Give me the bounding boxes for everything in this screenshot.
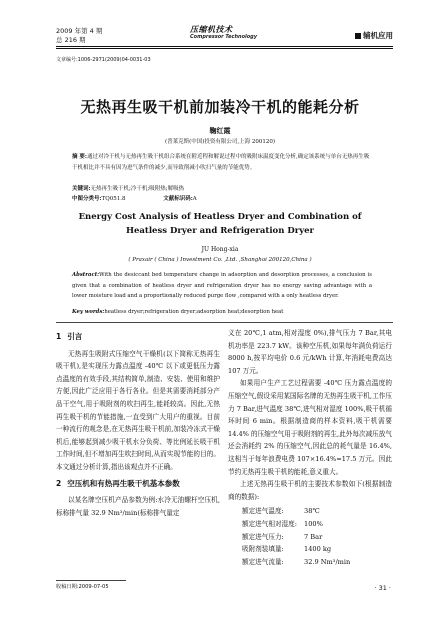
issue-total: 总 216 期 bbox=[56, 36, 86, 44]
doc-label: 文献标识码: bbox=[163, 196, 193, 202]
spec-label: 额定进气流量: bbox=[242, 557, 284, 566]
section-text: 辅机应用 bbox=[363, 31, 393, 40]
header-rule-thin bbox=[56, 48, 393, 49]
right-column bbox=[228, 327, 392, 568]
body-paragraph: 如果用户生产工艺过程需要 -40℃ 压力露点温度的压缩空气,假设采用某国际名牌的无热再生吸干机,工作压力 7 Bar,进气温度 38℃,进气相对湿度 100%,吸干机循环时间 6 min。根据制造商的样本资料,吸干机需要 14.4% 的压缩空气用于吸附剂的再生,此外每次减压放气还会消耗约 2% 的压缩空气,因此总的耗气量是 16.4%,这相当于每年浪费电费 107×16.4%=17.5 万元。因此节约无热再生吸干机的能耗,意义重大。 bbox=[228, 379, 392, 476]
logo-cn: 压缩机技术 bbox=[190, 25, 233, 34]
header-rule bbox=[56, 46, 393, 47]
keywords-cn-text: 无热再生吸干机;冷干机;吸附热;解吸热 bbox=[90, 186, 185, 192]
spec-value: 100% bbox=[304, 519, 323, 528]
doc-code bbox=[163, 196, 215, 202]
affiliation-cn: (普莱克斯(中国)投资有限公司,上海 200120) bbox=[164, 139, 276, 145]
abstract-cn bbox=[72, 152, 372, 173]
affiliation-en: ( Praxair ( China ) Investment Co. ,Ltd. ,Shanghai 200120,China ) bbox=[128, 257, 312, 263]
spec-list bbox=[242, 505, 392, 568]
keywords-en bbox=[72, 309, 372, 315]
section-title: 引言 bbox=[67, 332, 83, 341]
issue-line: 2009 年第 4 期 bbox=[56, 27, 103, 35]
spec-label: 额定进气压力: bbox=[242, 532, 284, 541]
author-cn: 鞠红霞 bbox=[209, 126, 231, 135]
journal-logo bbox=[190, 24, 260, 44]
section-heading-2 bbox=[56, 478, 220, 491]
journal-issue bbox=[56, 27, 102, 45]
left-column bbox=[56, 327, 220, 519]
abstract-en bbox=[72, 270, 372, 302]
clc-value: TQ051.8 bbox=[101, 196, 126, 202]
spec-intro-paragraph: 上述无热再生吸干机的主要技术参数如下(根据制造商的数据): bbox=[228, 480, 392, 501]
spec-row bbox=[242, 543, 392, 556]
classification bbox=[72, 194, 372, 202]
abstract-cn-label: 摘 要: bbox=[72, 154, 87, 160]
keywords-en-label: Key words: bbox=[72, 309, 105, 315]
title-en-line2: Heatless Dryer and Refrigeration Dryer bbox=[125, 225, 315, 236]
keywords-cn-label: 关键词: bbox=[72, 186, 91, 192]
spec-value: 32.9 Nm³/min bbox=[304, 557, 351, 566]
spec-row bbox=[242, 518, 392, 531]
spec-row bbox=[242, 505, 392, 518]
spec-label: 额定进气温度: bbox=[242, 507, 284, 516]
spec-value: 1400 kg bbox=[304, 545, 332, 554]
title-en bbox=[0, 211, 440, 238]
spec-label: 吸附剂装填量: bbox=[242, 545, 284, 554]
params-paragraph: 以某名牌空压机产品参数为例:水冷无油螺杆空压机,标称排气量 32.9 Nm³/min(标称排气量定 bbox=[56, 496, 220, 517]
article-number: 文章编号:1006-2971(2009)04-0031-03 bbox=[56, 57, 151, 63]
spec-row bbox=[242, 531, 392, 544]
doc-value: A bbox=[192, 196, 197, 202]
section-label bbox=[355, 30, 393, 41]
received-date: 收稿日期:2009-07-05 bbox=[56, 584, 109, 590]
square-bullet-icon bbox=[355, 33, 361, 39]
keywords-cn bbox=[72, 184, 372, 192]
clc-code bbox=[72, 196, 143, 202]
keywords-en-text: heatless dryer;refrigeration dryer;adsorption heat;desorption heat bbox=[104, 309, 284, 315]
spec-row bbox=[242, 556, 392, 569]
footnote-rule bbox=[56, 580, 126, 581]
abstract-en-label: Abstract: bbox=[72, 272, 100, 278]
title-en-line1: Energy Cost Analysis of Heatless Dryer and Combination of bbox=[78, 212, 362, 222]
title-cn: 无热再生吸干机前加装冷干机的能耗分析 bbox=[80, 98, 360, 116]
author-en: JU Hong-xia bbox=[201, 246, 239, 253]
page-number: · 31 · bbox=[374, 584, 391, 592]
abstract-en-text: With the desiccant bed temperature change in adsorption and desorption processes, a conclusion is given that a combination of heatless dryer and refrigeration dryer has no energy saving advantage with a lower moisture load and a proportionally reduced purge flow ,compared with a only heatless dryer. bbox=[72, 272, 372, 299]
section-number: 1 bbox=[56, 332, 62, 341]
continued-paragraph: 义在 20℃,1 atm,相对湿度 0%),排气压力 7 Bar,其电机功率是 223.7 kW。该种空压机,如果每年满负荷运行 8000 h,按平均电价 0.6 元/kWh 计算,年消耗电费高达 107 万元。 bbox=[228, 329, 392, 375]
section-number: 2 bbox=[56, 478, 62, 488]
spec-label: 额定进气相对湿度: bbox=[242, 519, 297, 528]
clc-label: 中图分类号: bbox=[72, 196, 102, 202]
logo-en: Compressor Technology bbox=[190, 34, 258, 40]
section-heading-1 bbox=[56, 331, 220, 344]
abstract-cn-text: 通过对冷干机与无热再生吸干机组合系统在附近程和解说过程中的吸附床温度变化分析,确定该系统与单台无热再生吸干机相比并不具有因为进气条件的减少,而导致削减小吹扫气量的节能优势。 bbox=[72, 154, 370, 171]
intro-paragraph: 无热再生吸附式压缩空气干燥机(以下简称无热再生吸干机),是实现压力露点温度 -40℃ 以下或更低压力露点温度的有效手段,其结构简单,制造、安装、使用和维护方便,因此广泛应用于各行各业。但是其需要消耗部分产品干空气,用于吸附剂的吹扫再生,能耗较高。因此,无热再生吸干机的节能措施,一直受到广大用户的重视。目前一种流行的观念是,在无热再生吸干机前,加装冷冻式干燥机后,能够起到减少吸干机水分负荷、等比例延长吸干机工作时间,但不增加再生吹扫时间,从而实现节能的目的。本文通过分析计算,指出该观点并不正确。 bbox=[56, 349, 220, 471]
abstract-rule bbox=[56, 322, 393, 323]
spec-value: 7 Bar bbox=[304, 532, 323, 541]
spec-value: 38℃ bbox=[304, 507, 320, 516]
section-title: 空压机和有热再生吸干机基本参数 bbox=[67, 478, 180, 488]
